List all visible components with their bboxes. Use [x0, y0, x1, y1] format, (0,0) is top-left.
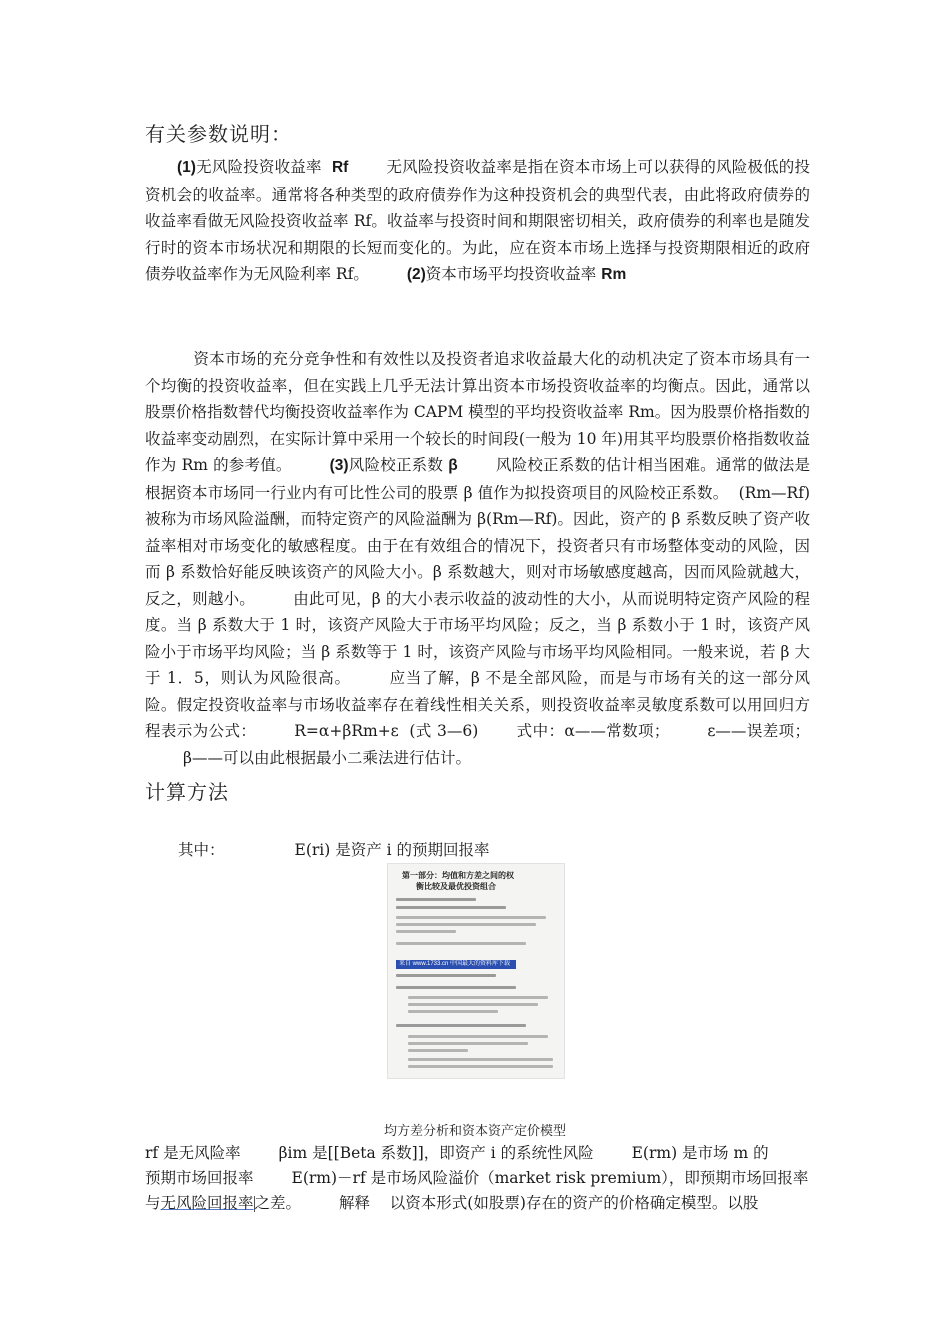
beta-def: β——可以由此根据最小二乘法进行估计。 [183, 748, 471, 767]
term-rf: 无风险投资收益率 [195, 158, 322, 176]
symbol-beta: β [448, 457, 458, 474]
bottom-line-3: 与无风险回报率之差。 解释 以资本形式(如股票)存在的资产的价格确定模型。以股 [145, 1194, 759, 1212]
regression-text: 应当了解，β 不是全部风险，而是与市场有关的这一部分风险。假定投资收益率与市场收益率存在着线性相关关系，则投资收益率灵敏度系数可以用回归方程表示为公式： [145, 669, 810, 740]
section-heading-parameters: 有关参数说明： [145, 122, 292, 146]
label-3: (3) [329, 457, 349, 474]
risk-premium-text: (Rm—Rf)被称为市场风险溢酬，而特定资产的风险溢酬为 β(Rm—Rf)。因此，资产的 β 系数反映了资产收益率相对市场变化的敏感程度。由于在有效组合的情况下，投资者只有市场整体变动的风险，因而 β 系数恰好能反映该资产的风险大小。β 系数越大，则对市场敏感度越高，因而风险就越大，反之，则越小。 [145, 483, 810, 608]
rf-description: 无风险投资收益率是指在资本市场上可以获得的风险极低的投资机会的收益率。通常将各种类型的政府债券作为这种投资机会的典型代表，由此将政府债券的收益率看做无风险投资收益率 Rf。收益率与投资时间和期限密切相关，政府债券的利率也是随发行时的资本市场状况和期限的长短而变化的。为此，应在资本市场上选择与投资期限相近的政府债券收益率作为无风险利率 Rf。 [145, 158, 810, 283]
explanation-text: 以资本形式(如股票)存在的资产的价格确定模型。以股 [389, 1194, 759, 1212]
figure-title-line2: 衡比较及最优投资组合 [416, 881, 496, 891]
formula: R=α+βRm+ε [294, 722, 399, 740]
explanation-label: 解释 [339, 1194, 371, 1212]
label-1: (1) [177, 159, 196, 176]
symbol-rm: Rm [601, 266, 627, 283]
symbol-rf: Rf [331, 159, 349, 176]
beta-im-def: βim 是[[Beta 系数]]，即资产 i 的系统性风险 [278, 1144, 594, 1162]
label-2: (2) [406, 266, 426, 283]
section-heading-method: 计算方法 [145, 780, 229, 804]
slide-figure-image [387, 863, 565, 1079]
formula-ref: (式 3—6) [409, 722, 479, 740]
where-line [178, 838, 843, 862]
where-text: E(ri) 是资产 i 的预期回报率 [294, 841, 490, 859]
rf-def: rf 是无风险率 [145, 1144, 241, 1162]
epsilon-def: ε——误差项； [707, 722, 810, 740]
erm-def: E(rm) 是市场 m 的 [631, 1144, 769, 1162]
paragraph-market-beta [145, 346, 810, 771]
premium-def: E(rm)－rf 是市场风险溢价（market risk premium），即预期市场回报率 [291, 1169, 809, 1187]
bottom-line-2 [145, 1166, 810, 1190]
beta-estimation: 风险校正系数的估计相当困难。通常的做法是根据资本市场同一行业内有可比性公司的股票 β 值作为拟投资项目的风险校正系数。 [145, 456, 810, 502]
paragraph-rf-rm [145, 154, 810, 289]
term-rm: 资本市场平均投资收益率 [425, 265, 597, 283]
beta-size-text: 由此可见，β 的大小表示收益的波动性的大小，从而说明特定资产风险的程度。当 β 系数大于 1 时，该资产风险大于市场平均风险；反之，当 β 系数小于 1 时，该资产风险小于市场平均风险；当 β 系数等于 1 时，该资产风险与市场平均风险相同。一般来说，若 β 大于 1．5，则认为风险很高。 [145, 589, 810, 687]
risk-free-rate-link[interactable]: 无风险回报率 [160, 1194, 254, 1212]
where-prefix: 其中： [178, 841, 225, 859]
figure-title-line1: 第一部分：均值和方差之间的权 [402, 870, 514, 880]
figure-banner: 来自 www.1733.cn 中国最大的资料库下载 [396, 960, 516, 969]
rm-description: 资本市场的充分竞争性和有效性以及投资者追求收益最大化的动机决定了资本市场具有一个均衡的投资收益率，但在实践上几乎无法计算出资本市场投资收益率的均衡点。因此，通常以股票价格指数替代均衡投资收益率作为 CAPM 模型的平均投资收益率 Rm。因为股票价格指数的收益率变动剧烈，在实际计算中采用一个较长的时间段(一般为 10 年)用其平均股票价格指数收益作为 Rm 的参考值。 [145, 350, 810, 474]
alpha-def: 式中：α——常数项； [516, 722, 670, 740]
figure-caption: 均方差分析和资本资产定价模型 [383, 1124, 566, 1139]
erm-def-cont: 预期市场回报率 [145, 1169, 254, 1187]
term-beta: 风险校正系数 [348, 456, 444, 474]
bottom-line-1 [145, 1141, 810, 1165]
